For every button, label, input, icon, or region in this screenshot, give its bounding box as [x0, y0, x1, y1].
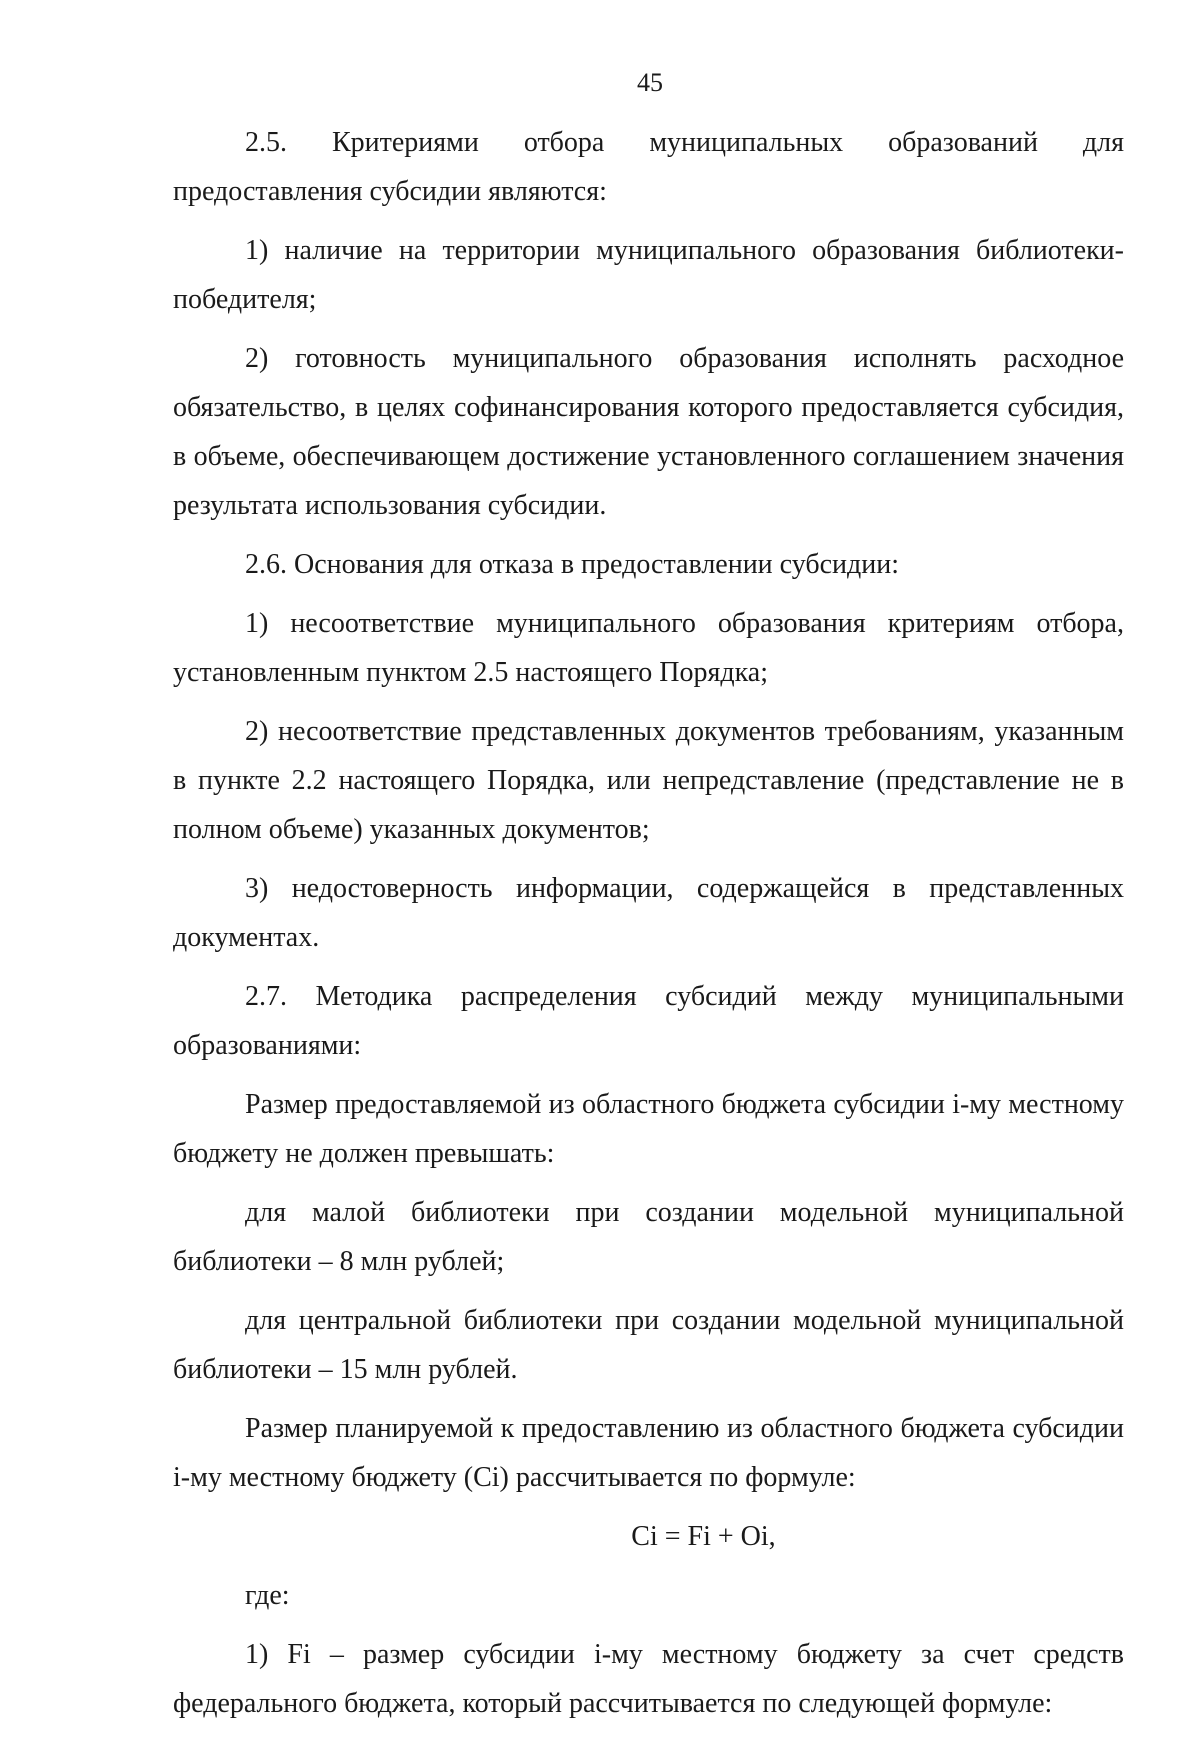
paragraph-2-7: 2.7. Методика распределения субсидий между муниципальными образованиями: [173, 981, 1124, 1061]
formula-ci: Ci = Fi + Oi, [631, 1521, 776, 1552]
paragraph-small-library: для малой библиотеки при создании модельной муниципальной библиотеки – 8 млн рублей; [173, 1197, 1124, 1277]
paragraph-2-6: 2.6. Основания для отказа в предоставлении субсидии: [245, 549, 900, 580]
paragraph-2-5: 2.5. Критериями отбора муниципальных образований для предоставления субсидии являются: [173, 127, 1124, 207]
paragraph-planned-subsidy: Размер планируемой к предоставлению из областного бюджета субсидии i-му местному бюджету (Ci) рассчитывается по формуле: [173, 1413, 1124, 1493]
paragraph-2-6-item-2: 2) несоответствие представленных документов требованиям, указанным в пункте 2.2 настоящего Порядка, или непредставление (представление не в полном объеме) указанных документов; [173, 716, 1124, 845]
paragraph-central-library: для центральной библиотеки при создании модельной муниципальной библиотеки – 15 млн рублей. [173, 1305, 1124, 1385]
paragraph-subsidy-limit: Размер предоставляемой из областного бюджета субсидии i-му местному бюджету не должен превышать: [173, 1089, 1124, 1169]
document-body [173, 118, 1124, 1738]
page-number: 45 [637, 68, 663, 97]
paragraph-2-5-item-2: 2) готовность муниципального образования исполнять расходное обязательство, в целях софинансирования которого предоставляется субсидия, в объеме, обеспечивающем достижение установленного соглашением значения результата использования субсидии. [173, 343, 1124, 521]
paragraph-fi-definition: 1) Fi – размер субсидии i-му местному бюджету за счет средств федерального бюджета, который рассчитывается по следующей формуле: [173, 1639, 1124, 1719]
paragraph-2-6-item-3: 3) недостоверность информации, содержащейся в представленных документах. [173, 873, 1124, 953]
paragraph-2-5-item-1: 1) наличие на территории муниципального образования библиотеки-победителя; [173, 235, 1124, 315]
paragraph-2-6-item-1: 1) несоответствие муниципального образования критериям отбора, установленным пунктом 2.5 настоящего Порядка; [173, 608, 1124, 688]
where-label: где: [245, 1580, 290, 1611]
